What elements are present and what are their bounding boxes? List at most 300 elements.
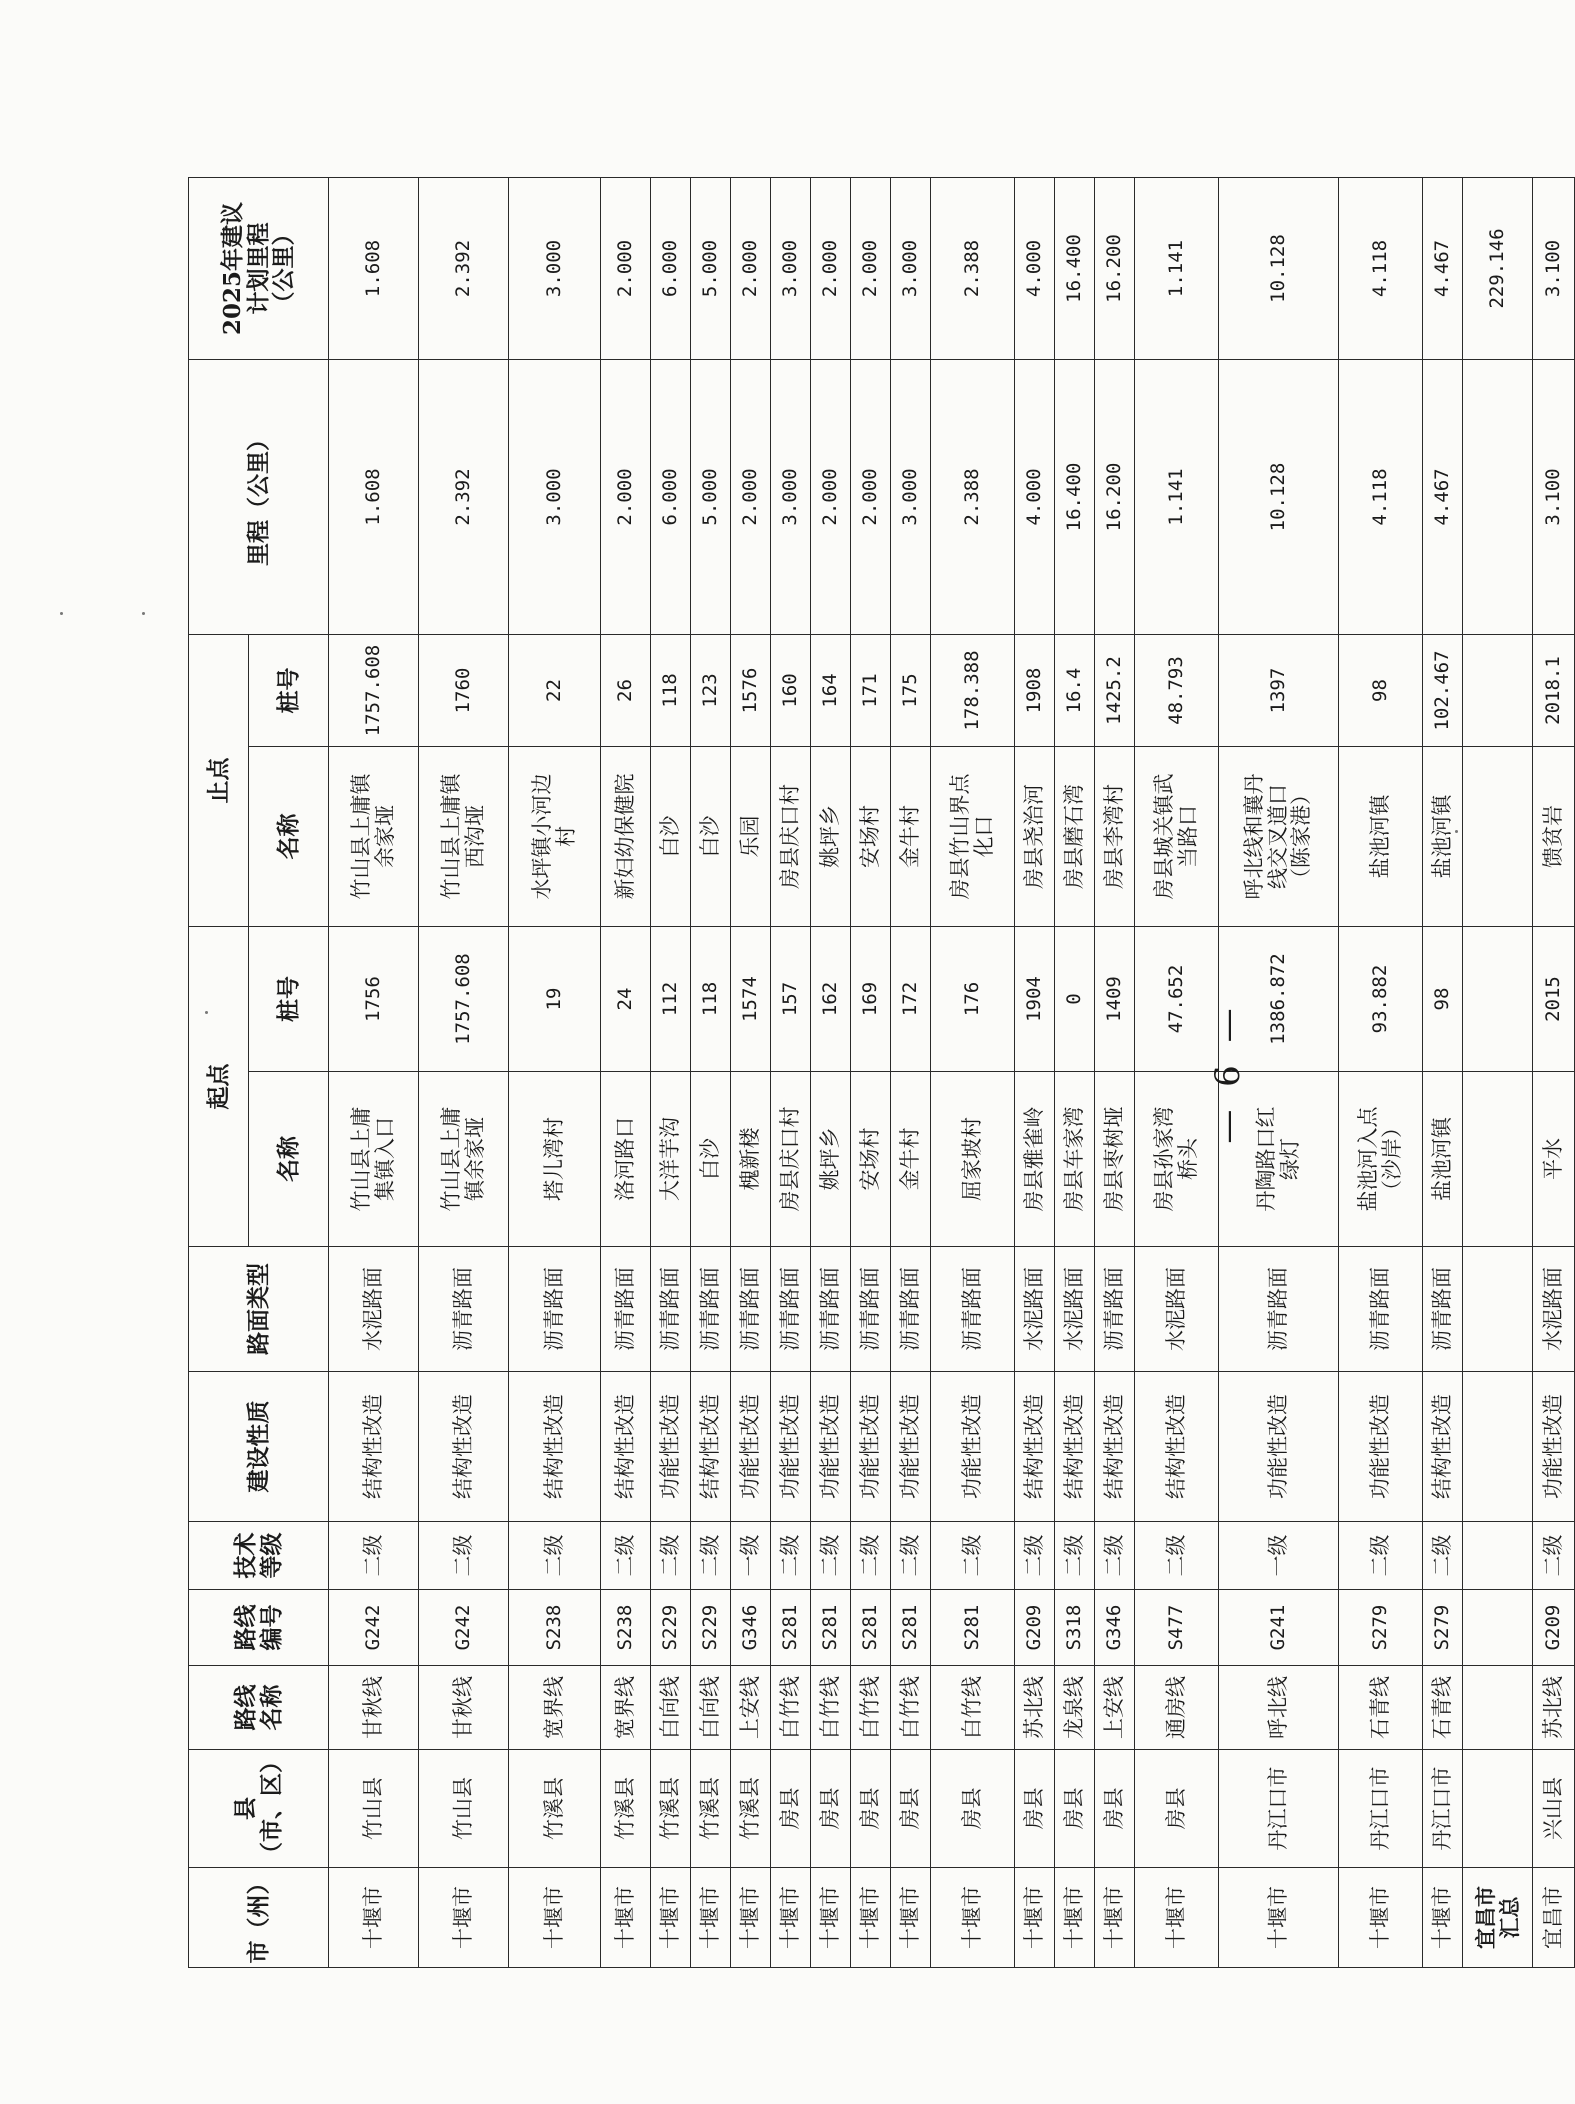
cell-plan: 6.000: [651, 178, 691, 360]
cell-end-name: 房县城关镇武 当路口: [1135, 747, 1219, 927]
cell-start-stake: 93.882: [1339, 927, 1423, 1072]
cell-route-name: 苏北线: [1533, 1666, 1575, 1750]
header-city: 市（州）: [189, 1868, 329, 1968]
cell-plan: 2.000: [601, 178, 651, 360]
cell-route-code: S238: [509, 1590, 601, 1666]
cell-start-name: 盐池河镇: [1423, 1072, 1463, 1247]
cell-length: 2.000: [601, 360, 651, 635]
cell-start-stake: 1409: [1095, 927, 1135, 1072]
cell-length: 6.000: [651, 360, 691, 635]
cell-tech-grade: 一级: [731, 1522, 771, 1590]
cell-city: 十堰市: [1219, 1868, 1339, 1968]
cell-route-name: 白竹线: [771, 1666, 811, 1750]
cell-start-stake: 1757.608: [419, 927, 509, 1072]
header-start-stake: 桩号: [249, 927, 329, 1072]
cell-start-name: 安场村: [851, 1072, 891, 1247]
header-start-name: 名称: [249, 1072, 329, 1247]
cell-start-stake: 157: [771, 927, 811, 1072]
cell-start-stake: 176: [931, 927, 1015, 1072]
page-number: — 6 —: [1208, 1002, 1248, 1144]
cell-route-name: 宽界线: [509, 1666, 601, 1750]
cell-end-name: 房县磨石湾: [1055, 747, 1095, 927]
cell-build-type: [1463, 1372, 1533, 1522]
cell-length: 16.400: [1055, 360, 1095, 635]
cell-route-name: 甘秋线: [419, 1666, 509, 1750]
cell-city: 十堰市: [1015, 1868, 1055, 1968]
cell-build-type: 结构性改造: [1135, 1372, 1219, 1522]
cell-plan: 2.000: [811, 178, 851, 360]
cell-build-type: 结构性改造: [1423, 1372, 1463, 1522]
header-route-name: 路线 名称: [189, 1666, 329, 1750]
cell-end-name: 馈贫岩: [1533, 747, 1575, 927]
cell-county: 房县: [931, 1750, 1015, 1868]
cell-tech-grade: 一级: [1219, 1522, 1339, 1590]
table-row: [1533, 178, 1575, 1968]
cell-end-stake: 1576: [731, 635, 771, 747]
scan-speck: [60, 612, 63, 615]
table-row: [1339, 178, 1423, 1968]
table-row: [691, 178, 731, 1968]
cell-end-name: 新妇幼保健院: [601, 747, 651, 927]
cell-start-name: 金牛村: [891, 1072, 931, 1247]
cell-city: 十堰市: [891, 1868, 931, 1968]
cell-plan: 3.100: [1533, 178, 1575, 360]
cell-city: 十堰市: [651, 1868, 691, 1968]
cell-length: 4.467: [1423, 360, 1463, 635]
cell-end-stake: 2018.1: [1533, 635, 1575, 747]
table-row: [1135, 178, 1219, 1968]
cell-end-name: 乐园: [731, 747, 771, 927]
cell-route-code: S281: [771, 1590, 811, 1666]
cell-city: 十堰市: [1095, 1868, 1135, 1968]
cell-end-stake: 1757.608: [329, 635, 419, 747]
cell-route-name: 龙泉线: [1055, 1666, 1095, 1750]
cell-end-stake: 1397: [1219, 635, 1339, 747]
header-build-type: 建设性质: [189, 1372, 329, 1522]
cell-route-code: G346: [1095, 1590, 1135, 1666]
cell-length: 3.100: [1533, 360, 1575, 635]
cell-start-stake: 1756: [329, 927, 419, 1072]
cell-route-name: 苏北线: [1015, 1666, 1055, 1750]
table-row: [509, 178, 601, 1968]
cell-county: 兴山县: [1533, 1750, 1575, 1868]
cell-route-code: S279: [1339, 1590, 1423, 1666]
cell-surface: 沥青路面: [811, 1247, 851, 1372]
cell-surface: 水泥路面: [1055, 1247, 1095, 1372]
cell-tech-grade: 二级: [1339, 1522, 1423, 1590]
cell-start-stake: 1904: [1015, 927, 1055, 1072]
cell-city: 十堰市: [419, 1868, 509, 1968]
cell-surface: 沥青路面: [771, 1247, 811, 1372]
cell-start-name: 房县枣树垭: [1095, 1072, 1135, 1247]
cell-county: 竹溪县: [601, 1750, 651, 1868]
cell-start-name: 塔儿湾村: [509, 1072, 601, 1247]
cell-tech-grade: 二级: [1015, 1522, 1055, 1590]
cell-end-name: 房县庆口村: [771, 747, 811, 927]
cell-plan: 5.000: [691, 178, 731, 360]
cell-tech-grade: 二级: [931, 1522, 1015, 1590]
scan-speck: [142, 612, 145, 615]
cell-route-code: S477: [1135, 1590, 1219, 1666]
cell-city: 十堰市: [851, 1868, 891, 1968]
cell-start-stake: 98: [1423, 927, 1463, 1072]
cell-end-stake: 118: [651, 635, 691, 747]
cell-build-type: 结构性改造: [329, 1372, 419, 1522]
cell-county: 竹溪县: [509, 1750, 601, 1868]
cell-start-stake: 1574: [731, 927, 771, 1072]
cell-plan: 10.128: [1219, 178, 1339, 360]
cell-tech-grade: 二级: [419, 1522, 509, 1590]
cell-county: 竹山县: [419, 1750, 509, 1868]
cell-surface: 沥青路面: [1095, 1247, 1135, 1372]
table-row: [1055, 178, 1095, 1968]
table-row: [771, 178, 811, 1968]
table-row: [651, 178, 691, 1968]
cell-county: 房县: [811, 1750, 851, 1868]
cell-end-name: 金牛村: [891, 747, 931, 927]
cell-surface: 沥青路面: [891, 1247, 931, 1372]
cell-plan: 2.000: [851, 178, 891, 360]
cell-start-stake: 162: [811, 927, 851, 1072]
cell-end-stake: 22: [509, 635, 601, 747]
cell-tech-grade: 二级: [891, 1522, 931, 1590]
cell-start-name: 房县孙家湾 桥头: [1135, 1072, 1219, 1247]
cell-route-name: 宽界线: [601, 1666, 651, 1750]
cell-start-name: 大洋芋沟: [651, 1072, 691, 1247]
cell-plan: 4.467: [1423, 178, 1463, 360]
cell-end-stake: 123: [691, 635, 731, 747]
cell-build-type: 功能性改造: [731, 1372, 771, 1522]
cell-plan: 1.141: [1135, 178, 1219, 360]
cell-surface: 沥青路面: [851, 1247, 891, 1372]
cell-tech-grade: [1463, 1522, 1533, 1590]
cell-start-name: 丹陶路口红 绿灯: [1219, 1072, 1339, 1247]
header-route-code: 路线 编号: [189, 1590, 329, 1666]
cell-length: 3.000: [771, 360, 811, 635]
cell-surface: 沥青路面: [731, 1247, 771, 1372]
cell-city: 十堰市: [1055, 1868, 1095, 1968]
cell-surface: 水泥路面: [1135, 1247, 1219, 1372]
cell-build-type: 功能性改造: [771, 1372, 811, 1522]
cell-end-name: 盐池河镇: [1423, 747, 1463, 927]
cell-start-stake: 169: [851, 927, 891, 1072]
cell-build-type: 结构性改造: [691, 1372, 731, 1522]
cell-build-type: 结构性改造: [419, 1372, 509, 1522]
cell-route-code: G346: [731, 1590, 771, 1666]
cell-tech-grade: 二级: [811, 1522, 851, 1590]
cell-city: 十堰市: [811, 1868, 851, 1968]
cell-start-name: 洛河路口: [601, 1072, 651, 1247]
cell-plan: 229.146: [1463, 178, 1533, 360]
cell-route-name: 呼北线: [1219, 1666, 1339, 1750]
table-row: [931, 178, 1015, 1968]
cell-build-type: 结构性改造: [1055, 1372, 1095, 1522]
cell-end-name: 水坪镇小河边 村: [509, 747, 601, 927]
cell-build-type: 功能性改造: [651, 1372, 691, 1522]
cell-route-name: 白竹线: [851, 1666, 891, 1750]
cell-end-stake: 175: [891, 635, 931, 747]
cell-start-name: [1463, 1072, 1533, 1247]
cell-end-name: 呼北线和襄丹 线交叉道口 （陈家港）: [1219, 747, 1339, 927]
cell-county: 竹山县: [329, 1750, 419, 1868]
cell-start-name: 白沙: [691, 1072, 731, 1247]
cell-start-stake: 172: [891, 927, 931, 1072]
cell-surface: 水泥路面: [1533, 1247, 1575, 1372]
cell-start-stake: 47.652: [1135, 927, 1219, 1072]
table-row: [601, 178, 651, 1968]
cell-start-name: 竹山县上庸 集镇入口: [329, 1072, 419, 1247]
cell-county: 丹江口市: [1219, 1750, 1339, 1868]
cell-plan: 16.400: [1055, 178, 1095, 360]
cell-route-code: [1463, 1590, 1533, 1666]
cell-route-code: S281: [891, 1590, 931, 1666]
cell-city: 十堰市: [731, 1868, 771, 1968]
header-plan: 2025年建议 计划里程 （公里）: [189, 178, 329, 360]
cell-surface: 沥青路面: [1219, 1247, 1339, 1372]
cell-route-code: S238: [601, 1590, 651, 1666]
cell-plan: 4.118: [1339, 178, 1423, 360]
header-surface: 路面类型: [189, 1247, 329, 1372]
cell-route-code: S281: [931, 1590, 1015, 1666]
cell-route-name: [1463, 1666, 1533, 1750]
cell-surface: [1463, 1247, 1533, 1372]
cell-start-name: 竹山县上庸 镇余家垭: [419, 1072, 509, 1247]
cell-route-name: 白竹线: [931, 1666, 1015, 1750]
table-row: [1423, 178, 1463, 1968]
cell-end-name: 盐池河镇: [1339, 747, 1423, 927]
cell-end-stake: 1908: [1015, 635, 1055, 747]
header-end-stake: 桩号: [249, 635, 329, 747]
cell-plan: 1.608: [329, 178, 419, 360]
cell-length: 2.388: [931, 360, 1015, 635]
cell-tech-grade: 二级: [1533, 1522, 1575, 1590]
cell-county: 房县: [1015, 1750, 1055, 1868]
cell-build-type: 功能性改造: [851, 1372, 891, 1522]
header-end-group: 止点: [189, 635, 249, 927]
cell-route-code: S281: [811, 1590, 851, 1666]
cell-plan: 2.388: [931, 178, 1015, 360]
table-row: [1463, 178, 1533, 1968]
rotated-table-sheet: [188, 178, 1565, 1968]
cell-city: 十堰市: [509, 1868, 601, 1968]
cell-start-name: 平水: [1533, 1072, 1575, 1247]
table-row: [1015, 178, 1055, 1968]
cell-county: 竹溪县: [731, 1750, 771, 1868]
cell-county: 竹溪县: [691, 1750, 731, 1868]
cell-length: 10.128: [1219, 360, 1339, 635]
cell-route-name: 上安线: [1095, 1666, 1135, 1750]
cell-surface: 水泥路面: [329, 1247, 419, 1372]
cell-city: 十堰市: [601, 1868, 651, 1968]
cell-start-name: 房县车家湾: [1055, 1072, 1095, 1247]
cell-county: 房县: [1095, 1750, 1135, 1868]
cell-start-stake: [1463, 927, 1533, 1072]
cell-route-code: G241: [1219, 1590, 1339, 1666]
cell-county: 房县: [891, 1750, 931, 1868]
cell-end-stake: 171: [851, 635, 891, 747]
cell-build-type: 功能性改造: [931, 1372, 1015, 1522]
cell-surface: 沥青路面: [509, 1247, 601, 1372]
cell-build-type: 功能性改造: [1533, 1372, 1575, 1522]
cell-end-stake: 1760: [419, 635, 509, 747]
cell-city: 十堰市: [691, 1868, 731, 1968]
cell-plan: 3.000: [509, 178, 601, 360]
cell-end-name: 房县李湾村: [1095, 747, 1135, 927]
cell-build-type: 结构性改造: [601, 1372, 651, 1522]
cell-end-name: 白沙: [651, 747, 691, 927]
cell-length: 1.141: [1135, 360, 1219, 635]
road-plan-table: [188, 177, 1575, 1968]
cell-end-stake: 1425.2: [1095, 635, 1135, 747]
cell-plan: 4.000: [1015, 178, 1055, 360]
scan-speck: [205, 1011, 208, 1014]
cell-route-name: 通房线: [1135, 1666, 1219, 1750]
cell-end-stake: 102.467: [1423, 635, 1463, 747]
cell-tech-grade: 二级: [1095, 1522, 1135, 1590]
table-row: [811, 178, 851, 1968]
cell-county: 竹溪县: [651, 1750, 691, 1868]
cell-tech-grade: 二级: [1135, 1522, 1219, 1590]
cell-start-name: 房县雅雀岭: [1015, 1072, 1055, 1247]
cell-route-code: S279: [1423, 1590, 1463, 1666]
cell-county: 丹江口市: [1339, 1750, 1423, 1868]
cell-start-stake: 112: [651, 927, 691, 1072]
cell-end-stake: 16.4: [1055, 635, 1095, 747]
cell-route-name: 甘秋线: [329, 1666, 419, 1750]
cell-route-code: S318: [1055, 1590, 1095, 1666]
cell-tech-grade: 二级: [509, 1522, 601, 1590]
cell-end-name: 姚坪乡: [811, 747, 851, 927]
cell-start-name: 盐池河入点 （沙岸）: [1339, 1072, 1423, 1247]
cell-route-code: S281: [851, 1590, 891, 1666]
cell-start-stake: 1386.872: [1219, 927, 1339, 1072]
cell-length: 4.118: [1339, 360, 1423, 635]
cell-length: 2.392: [419, 360, 509, 635]
cell-build-type: 功能性改造: [891, 1372, 931, 1522]
cell-surface: 沥青路面: [1423, 1247, 1463, 1372]
table-row: [851, 178, 891, 1968]
cell-end-stake: 26: [601, 635, 651, 747]
cell-route-code: G209: [1015, 1590, 1055, 1666]
cell-route-name: 白竹线: [891, 1666, 931, 1750]
cell-county: 丹江口市: [1423, 1750, 1463, 1868]
cell-start-name: 房县庆口村: [771, 1072, 811, 1247]
cell-county: [1463, 1750, 1533, 1868]
cell-route-name: 石青线: [1423, 1666, 1463, 1750]
cell-city: 十堰市: [771, 1868, 811, 1968]
cell-route-code: S229: [651, 1590, 691, 1666]
cell-route-code: G209: [1533, 1590, 1575, 1666]
table-row: [731, 178, 771, 1968]
cell-length: 4.000: [1015, 360, 1055, 635]
cell-tech-grade: 二级: [771, 1522, 811, 1590]
cell-start-stake: 19: [509, 927, 601, 1072]
cell-start-name: 姚坪乡: [811, 1072, 851, 1247]
cell-start-stake: 2015: [1533, 927, 1575, 1072]
cell-end-stake: 164: [811, 635, 851, 747]
cell-route-code: G242: [329, 1590, 419, 1666]
cell-length: 3.000: [509, 360, 601, 635]
cell-plan: 3.000: [771, 178, 811, 360]
cell-length: [1463, 360, 1533, 635]
cell-build-type: 结构性改造: [1015, 1372, 1055, 1522]
cell-length: 2.000: [851, 360, 891, 635]
cell-city: 十堰市: [1135, 1868, 1219, 1968]
cell-end-name: 安场村: [851, 747, 891, 927]
cell-length: 1.608: [329, 360, 419, 635]
cell-build-type: 功能性改造: [1339, 1372, 1423, 1522]
cell-start-stake: 118: [691, 927, 731, 1072]
cell-plan: 2.392: [419, 178, 509, 360]
cell-start-name: 槐新楼: [731, 1072, 771, 1247]
cell-end-stake: 160: [771, 635, 811, 747]
cell-end-name: [1463, 747, 1533, 927]
cell-build-type: 功能性改造: [811, 1372, 851, 1522]
header-start-group: 起点: [189, 927, 249, 1247]
header-county: 县 （市、区）: [189, 1750, 329, 1868]
cell-start-stake: 24: [601, 927, 651, 1072]
scan-speck: [1455, 830, 1458, 833]
cell-surface: 水泥路面: [1015, 1247, 1055, 1372]
table-row: [419, 178, 509, 1968]
cell-county: 房县: [1135, 1750, 1219, 1868]
cell-plan: 3.000: [891, 178, 931, 360]
cell-route-name: 上安线: [731, 1666, 771, 1750]
cell-city: 十堰市: [329, 1868, 419, 1968]
cell-route-name: 白向线: [691, 1666, 731, 1750]
cell-route-name: 石青线: [1339, 1666, 1423, 1750]
cell-route-name: 白竹线: [811, 1666, 851, 1750]
cell-city: 宜昌市 汇总: [1463, 1868, 1533, 1968]
cell-city: 十堰市: [1339, 1868, 1423, 1968]
cell-city: 十堰市: [1423, 1868, 1463, 1968]
cell-end-name: 白沙: [691, 747, 731, 927]
cell-build-type: 结构性改造: [1095, 1372, 1135, 1522]
cell-end-name: 竹山县上庸镇 西沟垭: [419, 747, 509, 927]
cell-county: 房县: [851, 1750, 891, 1868]
cell-city: 十堰市: [931, 1868, 1015, 1968]
cell-start-stake: 0: [1055, 927, 1095, 1072]
cell-plan: 2.000: [731, 178, 771, 360]
cell-build-type: 功能性改造: [1219, 1372, 1339, 1522]
cell-build-type: 结构性改造: [509, 1372, 601, 1522]
cell-county: 房县: [771, 1750, 811, 1868]
cell-county: 房县: [1055, 1750, 1095, 1868]
cell-length: 3.000: [891, 360, 931, 635]
cell-route-code: G242: [419, 1590, 509, 1666]
cell-plan: 16.200: [1095, 178, 1135, 360]
cell-route-code: S229: [691, 1590, 731, 1666]
cell-city: 宜昌市: [1533, 1868, 1575, 1968]
cell-surface: 沥青路面: [931, 1247, 1015, 1372]
cell-tech-grade: 二级: [1423, 1522, 1463, 1590]
cell-length: 16.200: [1095, 360, 1135, 635]
cell-end-name: 房县尧治河: [1015, 747, 1055, 927]
cell-tech-grade: 二级: [601, 1522, 651, 1590]
table-row: [891, 178, 931, 1968]
cell-end-name: 房县竹山界点 化口: [931, 747, 1015, 927]
cell-surface: 沥青路面: [601, 1247, 651, 1372]
cell-end-stake: [1463, 635, 1533, 747]
cell-tech-grade: 二级: [651, 1522, 691, 1590]
cell-tech-grade: 二级: [1055, 1522, 1095, 1590]
cell-tech-grade: 二级: [329, 1522, 419, 1590]
cell-surface: 沥青路面: [691, 1247, 731, 1372]
table-body: [329, 178, 1575, 1968]
cell-length: 2.000: [811, 360, 851, 635]
cell-tech-grade: 二级: [691, 1522, 731, 1590]
cell-tech-grade: 二级: [851, 1522, 891, 1590]
